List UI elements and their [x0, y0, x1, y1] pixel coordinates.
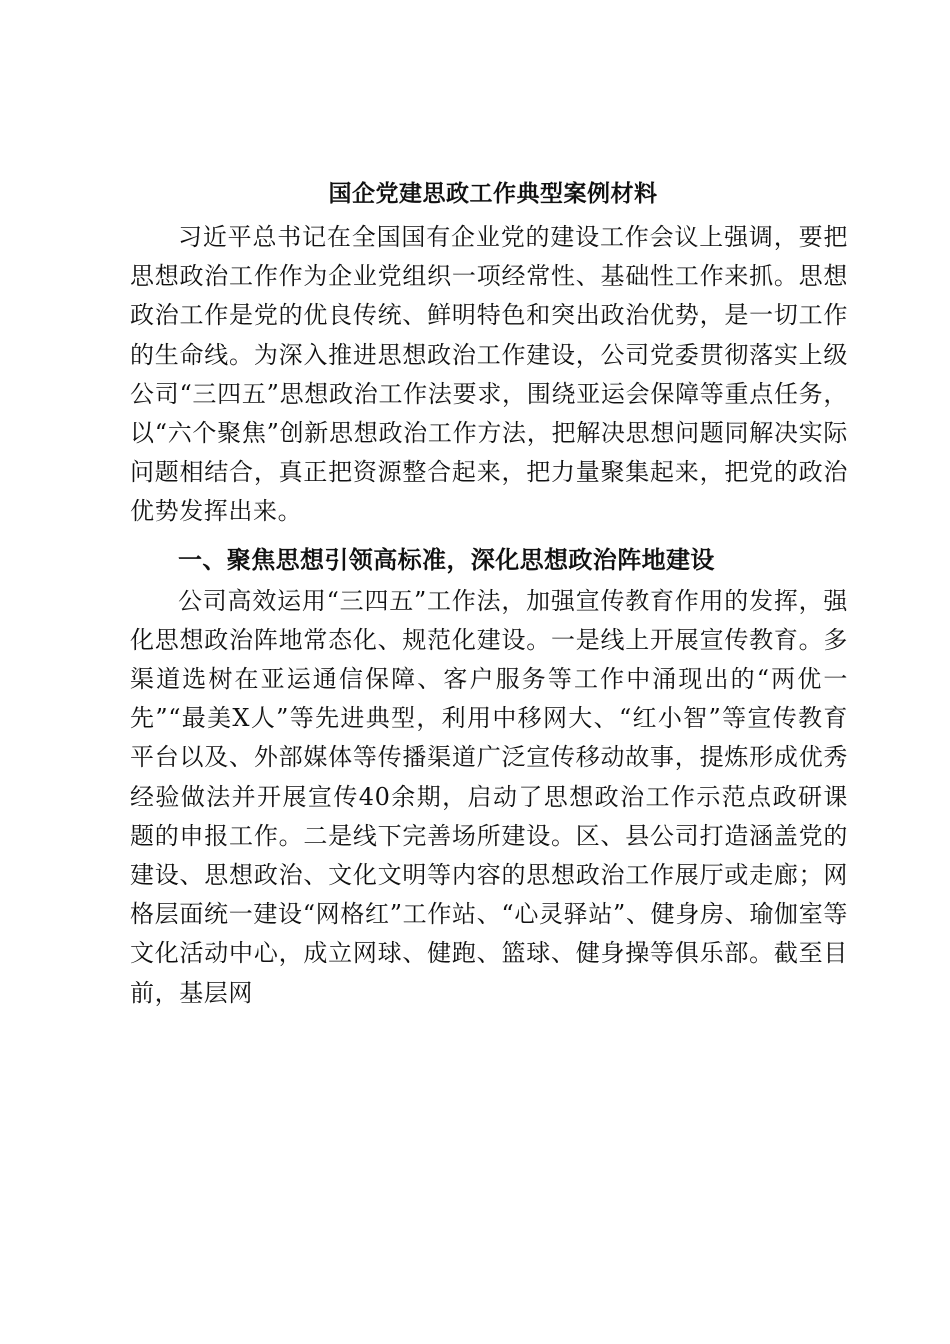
intro-paragraph: 习近平总书记在全国国有企业党的建设工作会议上强调，要把思想政治工作作为企业党组织一项经常性、基础性工作来抓。思想政治工作是党的优良传统、鲜明特色和突出政治优势，是一切工作的生命线。为深入推进思想政治工作建设，公司党委贯彻落实上级公司“三四五”思想政治工作法要求，围绕亚运会保障等重点任务，以“六个聚焦”创新思想政治工作方法，把解决思想问题同解决实际问题相结合，真正把资源整合起来，把力量聚集起来，把党的政治优势发挥出来。 [130, 223, 848, 526]
section-heading: 一、聚焦思想引领高标准，深化思想政治阵地建设 [178, 545, 715, 574]
section-paragraph: 公司高效运用“三四五”工作法，加强宣传教育作用的发挥，强化思想政治阵地常态化、规范化建设。一是线上开展宣传教育。多渠道选树在亚运通信保障、客户服务等工作中涌现出的“两优一先”“最美X人”等先进典型，利用中移网大、“红小智”等宣传教育平台以及、外部媒体等传播渠道广泛宣传移动故事，提炼形成优秀经验做法并开展宣传40余期，启动了思想政治工作示范点政研课题的申报工作。二是线下完善场所建设。区、县公司打造涵盖党的建设、思想政治、文化文明等内容的思想政治工作展厅或走廊；网格层面统一建设“网格红”工作站、“心灵驿站”、健身房、瑜伽室等文化活动中心，成立网球、健跑、篮球、健身操等俱乐部。截至目前，基层网 [130, 586, 848, 1007]
document-title: 国企党建思政工作典型案例材料 [328, 180, 658, 207]
document-body [130, 180, 848, 1013]
